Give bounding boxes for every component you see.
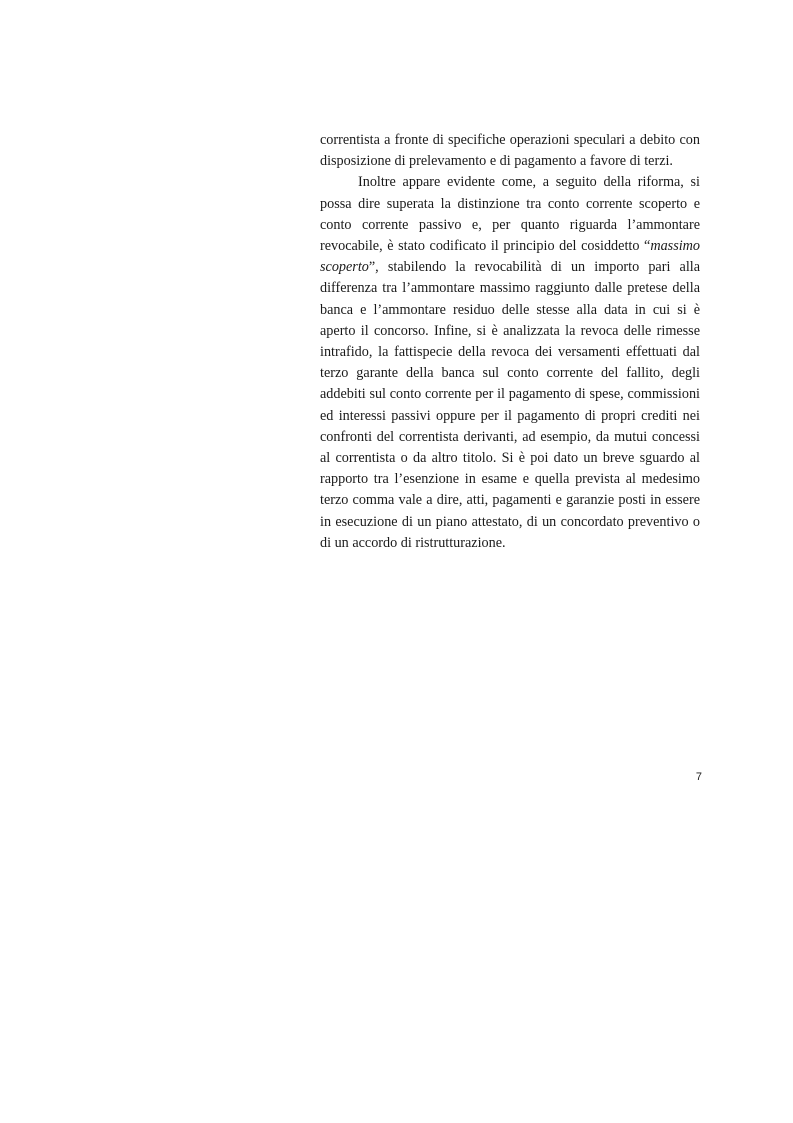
paragraph-2-italic-term: massimo scoperto: [320, 238, 700, 276]
paragraph-2-text-start: Inoltre appare evidente come, a seguito della riforma, si possa dire superata la distinzione tra conto corrente scoperto e conto corrente passivo e, per quanto riguarda l’ammontare revocabile, è stato codificato il principio del cosiddetto “: [320, 174, 700, 255]
paragraph-summary: [320, 172, 700, 554]
paragraph-1-text: correntista a fronte di specifiche operazioni speculari a debito con disposizione di prelevamento e di pagamento a favore di terzi.: [320, 132, 700, 170]
paragraph-continuation: [320, 130, 700, 172]
body-text: [320, 130, 700, 554]
page-number: 7: [695, 771, 702, 783]
paragraph-2-text-end: ”, stabilendo la revocabilità di un importo pari alla differenza tra l’ammontare massimo raggiunto dalle pretese della banca e l’ammontare residuo delle stesse alla data in cui si è aperto il concorso. Infine, si è analizzata la revoca delle rimesse intrafido, la fattispecie della revoca dei versamenti effettuati dal terzo garante della banca sul conto corrente del fallito, degli addebiti sul conto corrente per il pagamento di spese, commissioni ed interessi passivi oppure per il pagamento di propri crediti nei confronti del correntista derivanti, ad esempio, da mutui concessi al correntista o da altro titolo. Si è poi dato un breve sguardo al rapporto tra l’esenzione in esame e quella prevista al medesimo terzo comma vale a dire, atti, pagamenti e garanzie posti in essere in esecuzione di un piano attestato, di un concordato preventivo o di un accordo di ristrutturazione.: [320, 259, 700, 551]
